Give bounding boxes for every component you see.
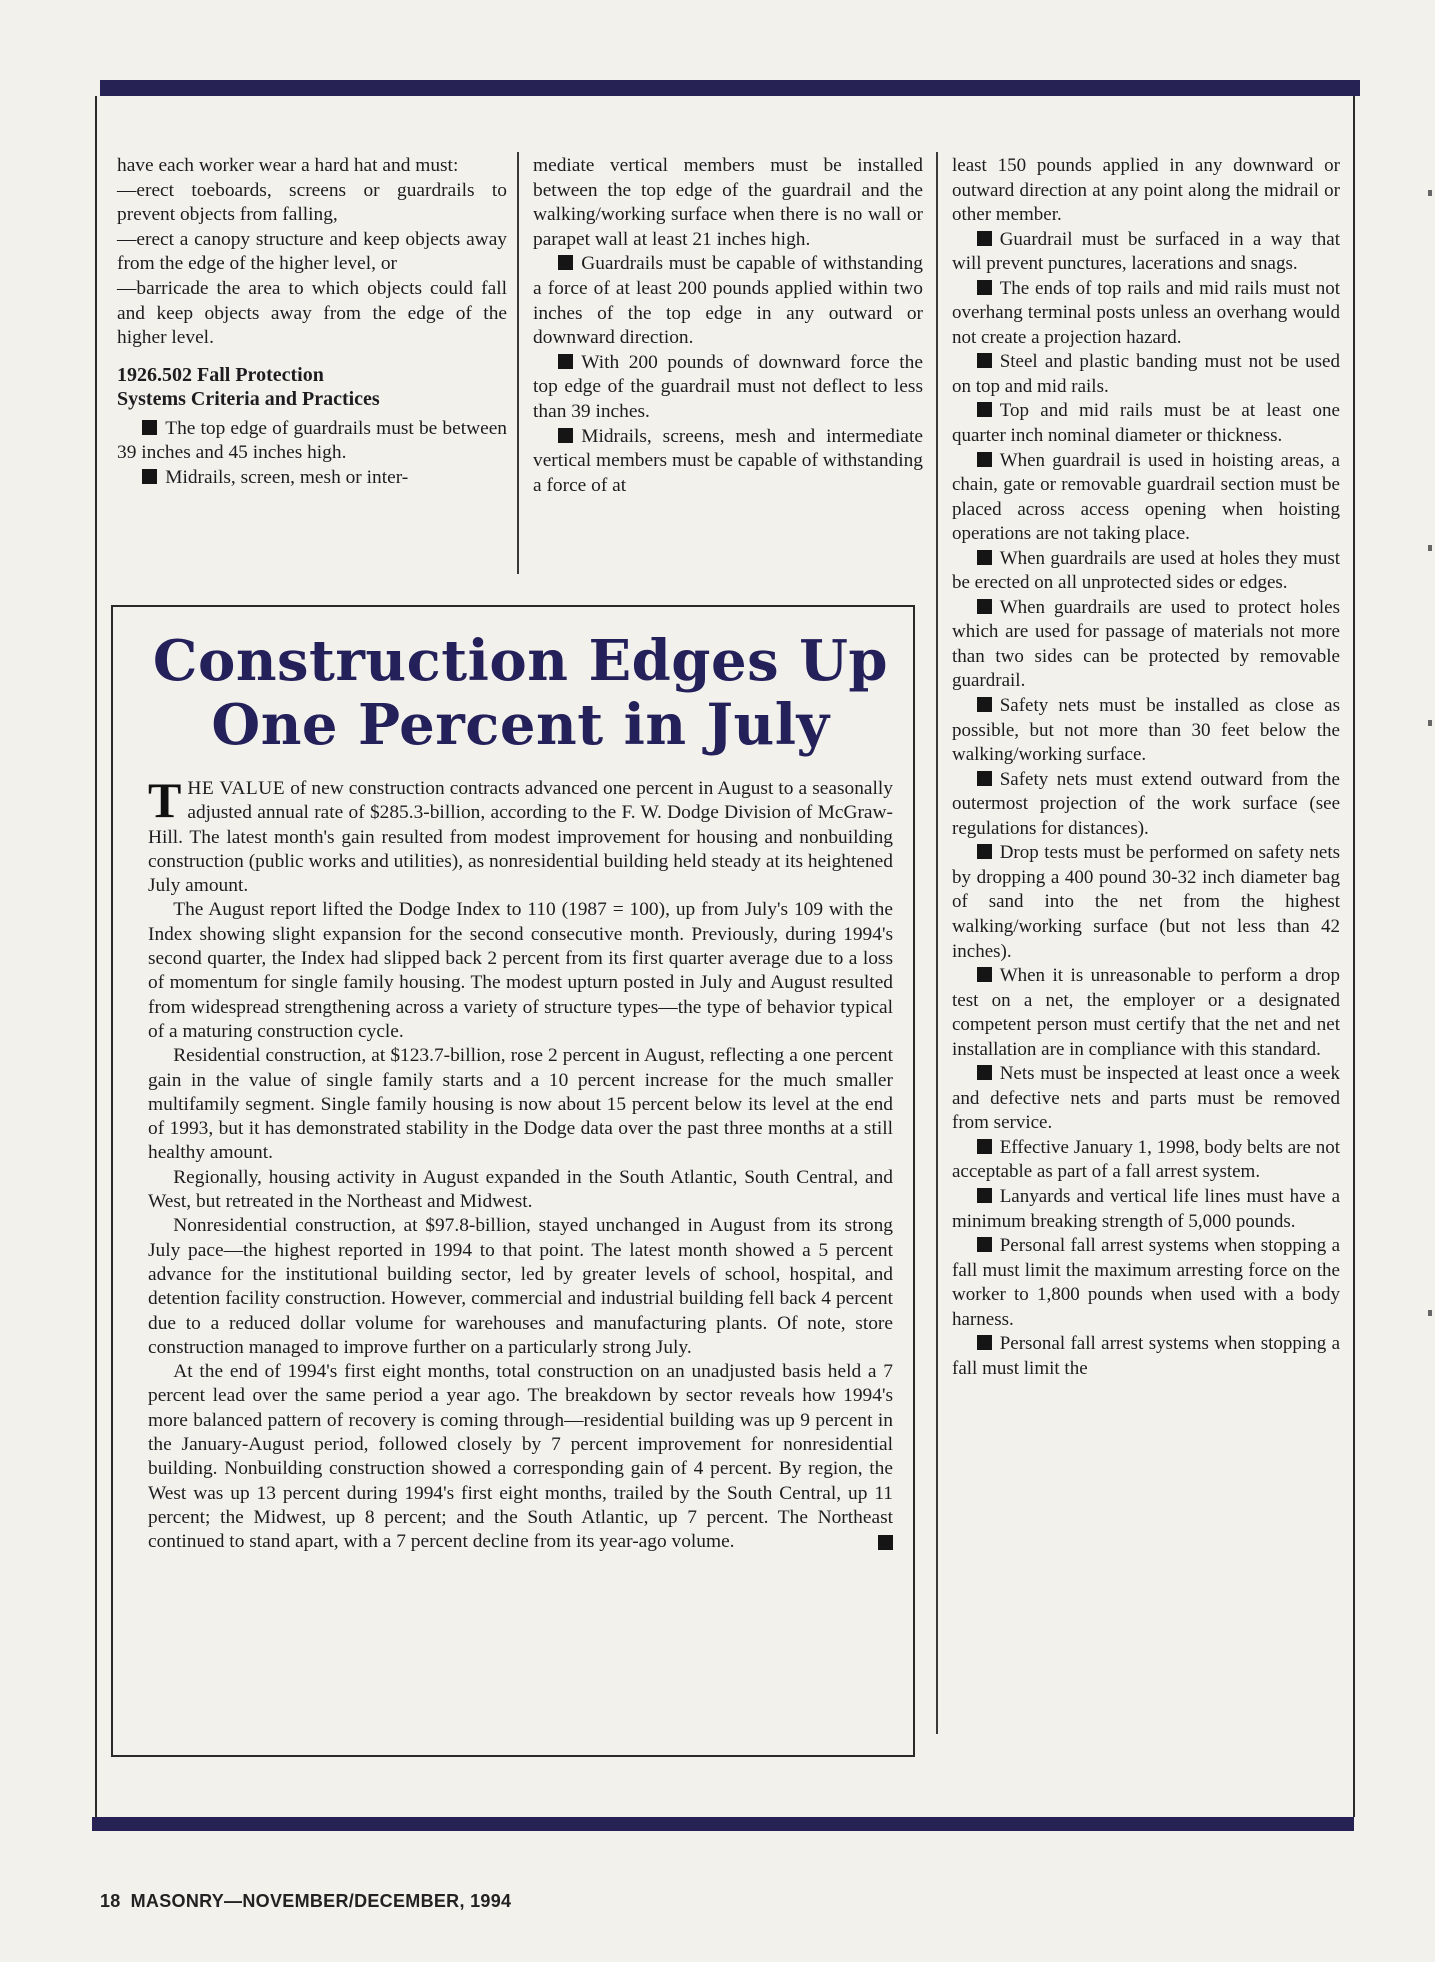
column-1 <box>117 154 507 491</box>
bullet-square-icon <box>977 967 992 982</box>
bullet-item: With 200 pounds of downward force the top edge of the guardrail must not deflect to less than 39 inches. <box>533 351 923 422</box>
article-paragraph: Regionally, housing activity in August expanded in the South Atlantic, South Central, and West, but retreated in the Northeast and Midwest. <box>148 1166 893 1213</box>
bullet-square-icon <box>977 1065 992 1080</box>
bullet-square-icon <box>977 231 992 246</box>
bullet-square-icon <box>977 1335 992 1350</box>
bullet-item: Safety nets must be installed as close as possible, but not more than 30 feet below the walking/working surface. <box>952 695 1340 766</box>
bullet-item: Top and mid rails must be at least one quarter inch nominal diameter or thickness. <box>952 400 1340 447</box>
column-3 <box>952 154 1340 1381</box>
page-number: 18 <box>100 1891 121 1911</box>
col1-intro: have each worker wear a hard hat and must: <box>117 155 459 176</box>
column-divider <box>517 152 519 574</box>
bullet-square-icon <box>977 1237 992 1252</box>
bullet-square-icon <box>977 402 992 417</box>
bullet-item: The ends of top rails and mid rails must not overhang terminal posts unless an overhang would not create a projection hazard. <box>952 277 1340 348</box>
publication-line: MASONRY—NOVEMBER/DECEMBER, 1994 <box>130 1891 512 1911</box>
col3-continued: least 150 pounds applied in any downward or outward direction at any point along the midrail or other member. <box>952 155 1340 226</box>
article-paragraph: Residential construction, at $123.7-billion, rose 2 percent in August, reflecting a one percent gain in the value of single family starts and a 10 percent increase for the much smaller multifamily segment. Single family housing is now about 15 percent below its level at the end of 1993, but it has demonstrated stability in the Dodge data over the past three months at a still healthy amount. <box>148 1045 893 1164</box>
article-headline <box>148 629 893 757</box>
edge-mark <box>1428 545 1432 551</box>
bullet-square-icon <box>977 353 992 368</box>
bullet-square-icon <box>977 599 992 614</box>
bullet-square-icon <box>558 354 573 369</box>
bullet-item: When it is unreasonable to perform a drop test on a net, the employer or a designated competent person must certify that the net and net installation are in compliance with this standard. <box>952 965 1340 1060</box>
col1-dash-item: —barricade the area to which objects could fall and keep objects away from the edge of the higher level. <box>117 277 507 349</box>
col1-dash-item: —erect a canopy structure and keep objects away from the edge of the higher level, or <box>117 228 507 275</box>
column-divider <box>936 152 938 1734</box>
bullet-square-icon <box>142 469 157 484</box>
drop-cap: T <box>148 772 182 828</box>
bullet-square-icon <box>558 255 573 270</box>
bullet-square-icon <box>977 550 992 565</box>
bullet-item: The top edge of guardrails must be between 39 inches and 45 inches high. <box>117 417 507 464</box>
bullet-item: Drop tests must be performed on safety nets by dropping a 400 pound 30-32 inch diameter bag of sand into the net from the highest walking/working surface (but not less than 42 inches). <box>952 842 1340 962</box>
bullet-item: Personal fall arrest systems when stopping a fall must limit the maximum arresting force on the worker to 1,800 pounds when used with a body harness. <box>952 1235 1340 1330</box>
edge-mark <box>1428 190 1432 196</box>
edge-mark <box>1428 720 1432 726</box>
bullet-square-icon <box>977 771 992 786</box>
bullet-square-icon <box>977 1188 992 1203</box>
bullet-square-icon <box>977 697 992 712</box>
article-paragraph: The August report lifted the Dodge Index to 110 (1987 = 100), up from July's 109 with the Index showing slight expansion for the second consecutive month. Previously, during 1994's second quarter, the Index had slipped back 2 percent from its first quarter average due to a loss of momentum for single family housing. The modest upturn posted in July and August resulted from widespread strengthening across a variety of structure types—the type of behavior typical of a maturing construction cycle. <box>148 899 893 1042</box>
col1-dash-item: —erect toeboards, screens or guardrails to prevent objects from falling, <box>117 179 507 226</box>
end-mark-icon <box>878 1535 893 1550</box>
bullet-item: Personal fall arrest systems when stopping a fall must limit the <box>952 1333 1340 1379</box>
section-subhead <box>117 363 507 411</box>
bullet-item: Nets must be inspected at least once a week and defective nets and parts must be removed from service. <box>952 1063 1340 1134</box>
article-box <box>111 605 915 1757</box>
subhead-line: 1926.502 Fall Protection <box>117 363 324 386</box>
headline-line: Construction Edges Up <box>152 628 889 694</box>
article-body <box>148 772 893 1555</box>
bullet-item: Guardrails must be capable of withstanding a force of at least 200 pounds applied within two inches of the top edge in any outward or downward direction. <box>533 253 923 349</box>
bullet-square-icon <box>977 280 992 295</box>
bullet-square-icon <box>977 844 992 859</box>
bullet-item: When guardrails are used at holes they must be erected on all unprotected sides or edges. <box>952 547 1340 594</box>
lead-caps: HE VALUE <box>187 778 286 799</box>
bullet-item: Midrails, screens, mesh and intermediate vertical members must be capable of withstanding a force of at <box>533 425 923 496</box>
top-rule <box>100 80 1360 96</box>
edge-mark <box>1428 1310 1432 1316</box>
page-footer <box>100 1891 511 1912</box>
bullet-item: Safety nets must extend outward from the outermost projection of the work surface (see regulations for distances). <box>952 768 1340 839</box>
bottom-rule <box>92 1817 1354 1831</box>
column-2 <box>533 154 923 498</box>
headline-line: One Percent in July <box>211 692 830 758</box>
subhead-line: Systems Criteria and Practices <box>117 387 380 410</box>
col2-continued: mediate vertical members must be installed between the top edge of the guardrail and the walking/working surface when there is no wall or parapet wall at least 21 inches high. <box>533 155 923 250</box>
article-paragraph: THE VALUE of new construction contracts advanced one percent in August to a seasonally adjusted annual rate of $285.3-billion, according to the F. W. Dodge Division of McGraw-Hill. The latest month's gain resulted from modest improvement for housing and nonbuilding construction (public works and utilities), as nonresidential building held steady at its heightened July amount. <box>148 772 893 897</box>
bullet-square-icon <box>558 428 573 443</box>
article-paragraph: At the end of 1994's first eight months, total construction on an unadjusted basis held a 7 percent lead over the same period a year ago. The breakdown by sector reveals how 1994's more balanced pattern of recovery is coming through—residential building was up 9 percent in the January-August period, followed closely by 7 percent improvement for nonresidential building. Nonbuilding construction showed a corresponding gain of 4 percent. By region, the West was up 13 percent during 1994's first eight months, trailed by the South Central, up 11 percent; the Midwest, up 8 percent; and the South Atlantic, up 7 percent. The Northeast continued to stand apart, with a 7 percent decline from its year-ago volume. <box>148 1361 893 1553</box>
bullet-item: When guardrails are used to protect holes which are used for passage of materials not more than two sides can be protected by removable guardrail. <box>952 596 1340 692</box>
bullet-item: Guardrail must be surfaced in a way that will prevent punctures, lacerations and snags. <box>952 228 1340 275</box>
bullet-item: Steel and plastic banding must not be used on top and mid rails. <box>952 351 1340 397</box>
bullet-square-icon <box>977 452 992 467</box>
bullet-square-icon <box>142 420 157 435</box>
bullet-item: Effective January 1, 1998, body belts are not acceptable as part of a fall arrest system. <box>952 1136 1340 1183</box>
bullet-square-icon <box>977 1139 992 1154</box>
article-paragraph: Nonresidential construction, at $97.8-billion, stayed unchanged in August from its strong July pace—the highest reported in 1994 to that point. The latest month showed a 5 percent advance for the institutional building sector, led by greater levels of school, hospital, and detention facility construction. However, commercial and industrial building fell back 4 percent due to a reduced dollar volume for warehouses and manufacturing plants. Of note, store construction managed to improve further on a particularly strong July. <box>148 1215 893 1358</box>
bullet-item: Lanyards and vertical life lines must have a minimum breaking strength of 5,000 pounds. <box>952 1185 1340 1232</box>
bullet-item: Midrails, screen, mesh or inter- <box>117 466 507 491</box>
bullet-item: When guardrail is used in hoisting areas, a chain, gate or removable guardrail section must be placed across access opening when hoisting operations are not taking place. <box>952 449 1340 545</box>
